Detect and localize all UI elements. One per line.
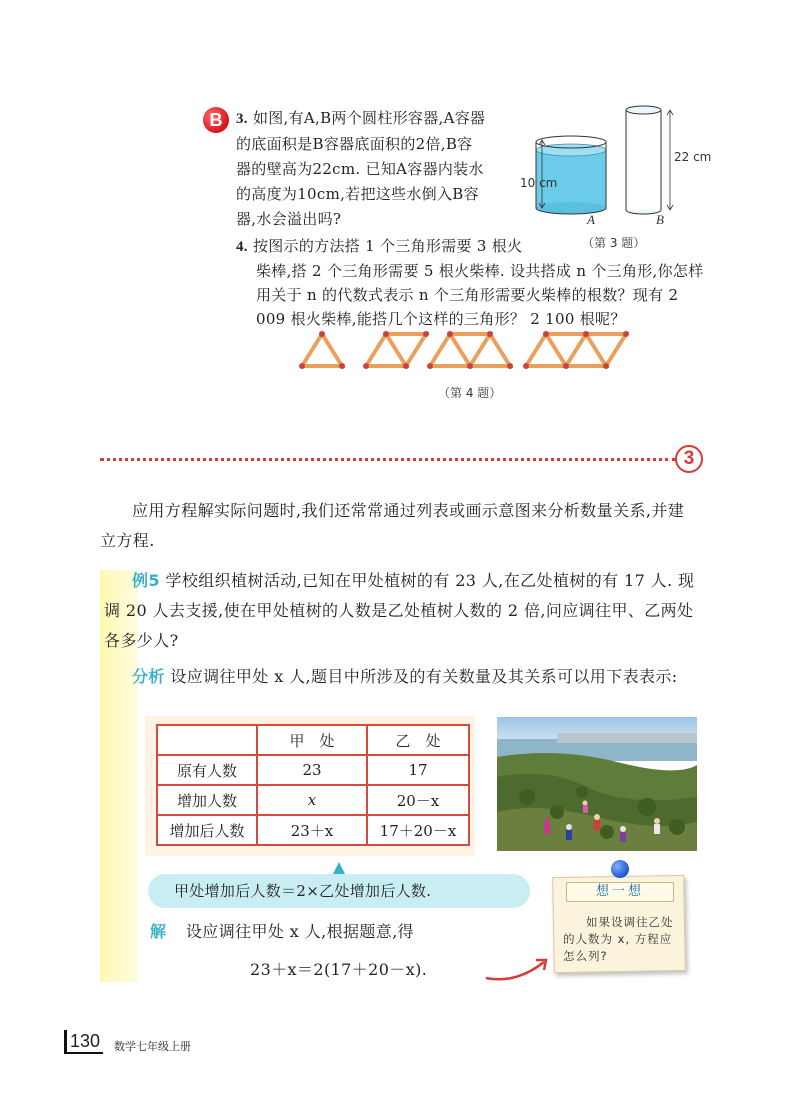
table-cell: 20－x: [367, 785, 469, 815]
problem-3-line-2: 的底面积是B容器底面积的2倍,B容: [236, 135, 473, 153]
example-5-label: 例5: [132, 571, 160, 590]
figure-4-caption: （第 4 题）: [438, 386, 502, 400]
quantity-table: [156, 724, 470, 846]
problem-4-number: 4.: [236, 239, 248, 255]
table-header-row: [157, 725, 469, 755]
section-divider: [100, 458, 676, 461]
example-5: [104, 566, 704, 692]
problem-4: [236, 234, 706, 331]
level-b-badge: B: [203, 107, 229, 133]
table-cell: 17: [367, 755, 469, 785]
table-header-cell: [157, 725, 257, 755]
problem-4-rest: 柴棒,搭 2 个三角形需要 5 根火柴棒. 设共搭成 n 个三角形,你怎样用关于 n 的代数式表示 n 个三角形需要火柴棒的根数？现有 2 009 根火柴棒,能搭几个这样的三角形？ 2 100 根呢？: [256, 262, 704, 328]
section-intro: 应用方程解实际问题时,我们还常常通过列表或画示意图来分析数量关系,并建立方程.: [100, 501, 685, 550]
table-cell: 增加后人数: [157, 815, 257, 845]
think-note-body: 如果设调往乙处的人数为 x, 方程应怎么列?: [563, 915, 674, 963]
table-cell: x: [257, 785, 367, 815]
solution: [150, 917, 414, 947]
think-note-title: 想一想: [566, 882, 674, 902]
table-row: [157, 815, 469, 845]
pill-pointer: [333, 862, 345, 874]
solution-label: 解: [150, 922, 167, 941]
matchsticks: [302, 334, 626, 366]
label-a: A: [587, 212, 595, 227]
table-row: [157, 785, 469, 815]
section-number-badge: 3: [675, 445, 703, 473]
figure-3-caption: （第 3 题）: [582, 236, 646, 250]
cylinder-b: [626, 106, 661, 214]
problem-3-line-3: 器的壁高为22cm. 已知A容器内装水: [236, 160, 484, 178]
tree-planting-photo: [497, 717, 697, 851]
problem-3-line-5: 器,水会溢出吗?: [236, 210, 342, 228]
table-cell: 23＋x: [257, 815, 367, 845]
pushpin-icon: [611, 860, 629, 878]
table-cell: 23: [257, 755, 367, 785]
relation-statement: 甲处增加后人数＝2×乙处增加后人数.: [148, 874, 530, 908]
table-cell: 17＋20－x: [367, 815, 469, 845]
example-5-text: 学校组织植树活动,已知在甲处植树的有 23 人,在乙处植树的有 17 人. 现调 20 人去支援,使在甲处植树的人数是乙处植树人数的 2 倍,问应调往甲、乙两处各多少人?: [104, 571, 695, 650]
problem-4-first-line: 按图示的方法搭 1 个三角形需要 3 根火: [252, 237, 523, 255]
label-10cm: 10 cm: [520, 176, 558, 190]
analysis-label: 分析: [132, 667, 165, 686]
table-row: [157, 755, 469, 785]
match-heads: [299, 331, 629, 369]
table-cell: 增加人数: [157, 785, 257, 815]
dimension-22cm: [667, 110, 673, 210]
label-22cm: 22 cm: [674, 150, 712, 164]
page-number: 130: [64, 1030, 103, 1054]
analysis-text: 设应调往甲处 x 人,题目中所涉及的有关数量及其关系可以用下表表示:: [170, 667, 678, 686]
table-header-cell: 甲 处: [257, 725, 367, 755]
table-cell: 原有人数: [157, 755, 257, 785]
solution-equation: 23＋x＝2(17＋20－x).: [250, 960, 428, 979]
problem-3-number: 3.: [236, 111, 248, 127]
arrow-icon: [482, 950, 554, 986]
problem-3-line-1: 如图,有A,B两个圆柱形容器,A容器: [252, 109, 486, 127]
problem-3-line-4: 的高度为10cm,若把这些水倒入B容: [236, 185, 479, 203]
solution-text: 设应调往甲处 x 人,根据题意,得: [185, 922, 415, 941]
table-header-cell: 乙 处: [367, 725, 469, 755]
book-title: 数学七年级上册: [114, 1040, 191, 1053]
problem-3: [236, 106, 526, 232]
label-b: B: [656, 212, 664, 227]
matchstick-figure: [296, 328, 636, 376]
cylinder-a: [536, 136, 606, 214]
